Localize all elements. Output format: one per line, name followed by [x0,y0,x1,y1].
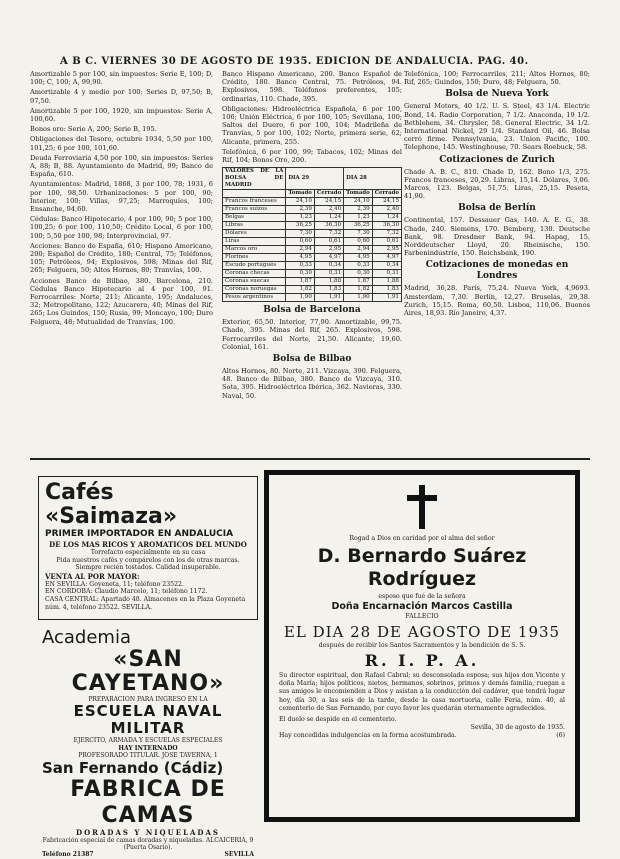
ad-line: EN CORDOBA: Claudio Marcelo, 11; teléfono 1172. [45,588,208,596]
table-cell-value: 24,10 [286,198,315,206]
table-cell-value: 2,94 [286,246,315,254]
table-cell-value: 2,94 [344,246,373,254]
table-row [223,230,402,238]
ad-line: PRIMER IMPORTADOR EN ANDALUCIA [45,529,234,539]
table-cell-value: 1,87 [286,278,315,286]
paragraph: Altos Hornos, 80. Norte, 211. Vizcaya, 390. Felguera, 48. Banco de Bilbao, 380. Banco de Vizcaya, 310. Sota, 395. Hidroeléctrica Ibérica, 362. Navieras, 330. Naval, 50. [222,367,402,400]
table-cell-value: 0,34 [372,262,401,270]
paragraph: Telefónica, 100; Ferrocarriles, 211; Altos Hornos, 80; Rif, 265; Guindos, 150; Duro, 48; Felguera, 50. [404,70,590,87]
table-cell-value: 1,90 [344,294,373,302]
table-cell-value: 1,82 [344,286,373,294]
table-cell-value: 0,30 [286,270,315,278]
table-subheader-row [223,190,402,198]
ad-title: FABRICA DE CAMAS [70,776,226,828]
section-heading: Cotizaciones de Zurich [439,154,555,165]
table-cell-value: 0,60 [344,238,373,246]
obituary-ref: (6) [556,732,565,740]
table-cell-value: 24,15 [372,198,401,206]
table-cell-value: 2,95 [314,246,343,254]
paragraph: Continental, 157. Dessauer Gas, 140. A. E. G., 38. Chade, 240. Siemens, 170. Bemberg, 130. Deutsche Bank, 98. Dresdner Bank, 94. Hapag, 15. Norddeutscher Lloyd, 20. Rheinische, 150. Farbenindustrie, 150. Reichsbank, 190. [404,216,590,258]
paragraph: General Motors, 40 1/2. U. S. Steel, 43 1/4. Electric Bond, 14. Radio Corporation, 7 1/2. Anaconda, 19 1/2. Bethlehem, 34. Chrysler, 58. General Electric, 34 1/2. International Nickel, 29 1/4. Standard Oil, 46. Bolsa cerró firme. Pennsylvania, 23. Union Pacific, 100. Telephone, 145. Westinghouse, 70. Sears Roebuck, 58. [404,102,590,152]
table-cell-label: Libras [223,222,286,230]
paragraph: Amortizable 5 por 100, sin impuestos: Serie E, 100; D, 100; C, 100; A, 99,90. [30,70,213,87]
ad-line: Academia [42,627,131,648]
section-heading: Bolsa de Berlín [458,203,536,214]
table-cell-value: 1,83 [372,286,401,294]
table-cell-value: 1,83 [314,286,343,294]
table-subheader [223,190,286,198]
table-cell-value: 7,32 [314,230,343,238]
section-heading: Cotizaciones de monedas en Londres [425,260,569,282]
table-cell-value: 24,15 [314,198,343,206]
table-cell-value: 2,39 [344,206,373,214]
death-date: EL DIA 28 DE AGOSTO DE 1935 [283,623,561,641]
table-cell-value: 1,23 [344,214,373,222]
table-cell-value: 36,25 [344,222,373,230]
table-cell-value: 0,61 [372,238,401,246]
table-cell-label: Coronas suecas [223,278,286,286]
obituary-line: Hay concedidas indulgencias en la forma acostumbrada. [279,732,457,740]
paragraph: Obligaciones: Hidroeléctrica Española, 6 por 100, 106; Unión Eléctrica, 6 por 100, 105; Sevillana, 100; Saltos del Duero, 6 por 100, 104; Madrileña de Tranvías, 5 por 100, 102; Norte, primera serie, 62; Alicante, primera, 255. [222,104,402,146]
ad-line: PROFESORADO TITULAR. JOSE TAVERNA, 1 [78,752,218,760]
ad-line: San Fernando (Cádiz) [42,758,224,777]
ad-line: HAY INTERNADO [118,744,178,752]
table-cell-value: 1,24 [314,214,343,222]
table-cell-value: 36,30 [314,222,343,230]
table-cell-value: 4,95 [344,254,373,262]
table-cell-value: 0,33 [344,262,373,270]
paragraph: Chade A. B. C., 810. Chade D, 162. Bono 1/3, 275. Francos franceses, 20,29. Libras, 15,14. Dólares, 3,06. Marcos, 123. Belgas, 51,75. Liras, 25,15. Peseta, 41,90. [404,167,590,201]
obituary-line: Sevilla, 30 de agosto de 1935. [470,724,565,732]
section-divider [30,458,590,460]
table-cell-value: 2,40 [372,206,401,214]
table-cell-value: 36,30 [372,222,401,230]
ad-line: CASA CENTRAL: Apartado 48. Almacenes en la Plaza Goyeneta núm. 4, teléfono 23522. SEVILLA. [45,595,246,611]
table-cell-value: 4,95 [286,254,315,262]
section-heading: Bolsa de Barcelona [263,305,361,316]
obituary-line: FALLECIO [405,613,439,620]
paragraph: Banco Hispano Americano, 200. Banco Español de Crédito, 180. Banco Central, 75. Petróleos, 94. Explosivos, 598. Teléfonos preferentes, 105; ordinarias, 110. Chade, 395. [222,70,402,103]
currency-table [222,167,402,302]
table-cell-label: Francos suizos [223,206,286,214]
table-header: DIA 28 [344,168,402,190]
table-cell-label: Dólares [223,230,286,238]
table-cell-value: 2,95 [372,246,401,254]
paragraph: Deuda Ferroviaria 4,50 por 100, sin impuestos: Series A, 88; B, 88. Ayuntamiento de Madrid, 99; Banco de España, 610. [30,153,213,179]
table-cell-value: 1,88 [372,278,401,286]
table-header-row [223,168,402,190]
paragraph: Acciones Banco de Bilbao, 380. Barcelona, 210. Cédulas Banco Hipotecario al 4 por 100, 91. Ferrocarriles: Norte, 211; Alicante, 195; Andaluces, 32; Metropolitano, 122; Azucarera, 40; Minas del Rif, 265; Los Guindos, 150; Rusia, 99; Moncayo, 100; Duro Felguera, 48; Mutualidad de Tranvías, 100. [30,276,213,326]
ad-line: EJERCITO, ARMADA Y ESCUELAS ESPECIALES [73,737,223,745]
table-body [223,198,402,302]
ad-line: Pida nuestros cafés y compárelos con los de otras marcas. Siempre recién tostados. Calidad insuperable. [56,556,240,572]
ad-footer [42,851,254,858]
table-row [223,246,402,254]
table-row [223,214,402,222]
table-cell-label: Marcos oro [223,246,286,254]
ad-line: DE LOS MAS RICOS Y AROMATICOS DEL MUNDO [49,540,247,549]
table-subheader: Cerrado [372,190,401,198]
table-cell-value: 24,10 [344,198,373,206]
ad-title: «SAN CAYETANO» [71,647,225,696]
table-cell-value: 1,91 [314,294,343,302]
table-cell-value: 2,40 [314,206,343,214]
ad-line: ESCUELA NAVAL MILITAR [73,702,223,738]
paragraph: Bonos oro: Serie A, 200; Serie B, 195. [30,125,157,134]
table-cell-value: 1,24 [372,214,401,222]
paragraph: Exterior, 65,50. Interior, 77,90. Amortizable, 99,75. Chade, 395. Minas del Rif, 265. Explosivos, 598. Ferrocarriles del Norte, 21,50. Alicante, 19,60. Colonial, 161. [222,318,402,351]
paragraph: Telefónica, 6 por 100, 99; Tabacos, 102; Minas del Rif, 104; Bonos Oro, 200. [222,147,402,165]
table-subheader: Tomado [344,190,373,198]
paragraph: Obligaciones del Tesoro, octubre 1934, 5,50 por 100, 101,25; 6 por 100, 101,60. [30,135,213,152]
spouse-name: Doña Encarnación Marcos Castilla [331,601,513,612]
obituary-line: después de recibir los Santos Sacramentos y la bendición de S. S. [318,642,526,649]
table-cell-value: 0,31 [372,270,401,278]
table-cell-value: 4,97 [314,254,343,262]
table-cell-value: 1,90 [286,294,315,302]
table-cell-label: Francos franceses [223,198,286,206]
table-row [223,278,402,286]
paragraph: Acciones: Banco de España, 610; Hispano Americano, 200; Español de Crédito, 180; Central, 75; Teléfonos, 105; Petróleos, 94; Explosivos, 598; Minas del Rif, 265; Felguera, 50; Altos Hornos, 80; Tranvías, 100. [30,241,213,275]
cross-icon [407,485,437,529]
table-cell-value: 4,97 [372,254,401,262]
obituary-line: El duelo se despide en el cementerio. [279,716,397,724]
table-cell-value: 0,61 [314,238,343,246]
table-header: VALORES DE LA BOLSA DE MADRID [223,168,286,190]
paragraph: Amortizable 4 y medio por 100: Series D, 97,50; B, 97,50. [30,88,213,105]
paragraph: Ayuntamientos: Madrid, 1868, 3 por 100, 78; 1931, 6 por 100, 98,50. Urbanizaciones: 5 por 100, 90; Interior, 100; Villas, 97,25; Marroquíes, 100; Ensanche, 94,60. [30,180,213,214]
column-3 [404,70,590,448]
paragraph: Madrid, 36,28. París, 75,24. Nueva York, 4,9693. Amsterdam, 7,30. Berlín, 12,27. Bruselas, 29,38. Zurich, 15,15. Roma, 60,50. Lisboa, 110,06. Buenos Aires, 18,93. Río Janeiro, 4,37. [404,284,590,318]
table-cell-label: Escudo portugués [223,262,286,270]
table-subheader: Tomado [286,190,315,198]
table-header: DIA 29 [286,168,344,190]
table-cell-value: 0,34 [314,262,343,270]
table-cell-value: 0,31 [314,270,343,278]
rip-text: R. I. P. A. [364,651,480,670]
table-row [223,238,402,246]
table-cell-value: 1,82 [286,286,315,294]
obituary-intro: Rogad a Dios en caridad por el alma del señor [349,535,495,542]
table-cell-label: Florines [223,254,286,262]
obituary-footer [279,732,565,740]
table-cell-label: Belgas [223,214,286,222]
obituary-notice [264,470,580,822]
ad-line: Fabricación especial de camas doradas y niqueladas. ALCAICERIA, 9 (Puerta Osario). [42,836,254,852]
table-cell-label: Liras [223,238,286,246]
table-row [223,198,402,206]
paragraph: Amortizable 5 por 100, 1920, sin impuestos: Serie A, 100,60. [30,106,213,124]
table-cell-label: Coronas noruegas [223,286,286,294]
table-row [223,286,402,294]
table-cell-value: 0,60 [286,238,315,246]
table-cell-label: Pesos argentinos [223,294,286,302]
table-row [223,294,402,302]
table-cell-value: 2,39 [286,206,315,214]
table-cell-value: 1,87 [344,278,373,286]
table-row [223,222,402,230]
table-cell-value: 36,25 [286,222,315,230]
ad-phone: Teléfono 21387 [42,851,94,859]
table-cell-value: 0,33 [286,262,315,270]
table-row [223,254,402,262]
table-cell-value: 7,30 [344,230,373,238]
column-2 [222,70,402,450]
ad-academia-camas [38,626,258,859]
table-cell-value: 7,30 [286,230,315,238]
section-heading: Bolsa de Nueva York [445,89,549,100]
ad-line: VENTA AL POR MAYOR: [45,571,140,581]
table-subheader: Cerrado [314,190,343,198]
ad-title: Cafés «Saimaza» [45,480,178,529]
table-cell-label: Coronas checas [223,270,286,278]
page-header: A B C. VIERNES 30 DE AGOSTO DE 1935. EDICION DE ANDALUCIA. PAG. 40. [60,56,529,67]
table-cell-value: 7,32 [372,230,401,238]
table-row [223,262,402,270]
table-cell-value: 0,30 [344,270,373,278]
deceased-name: D. Bernardo Suárez Rodríguez [317,545,527,590]
ad-line: PREPARACION PARA INGRESO EN LA [88,696,208,703]
ad-cafes-saimaza [38,476,258,620]
ad-city: SEVILLA [224,851,254,859]
ad-line: DORADAS Y NIQUELADAS [76,827,220,837]
table-cell-value: 1,23 [286,214,315,222]
ad-line: Torrefacto especialmente en su casa [90,549,206,556]
column-1 [30,70,213,438]
section-heading: Bolsa de Bilbao [272,354,352,365]
table-cell-value: 1,91 [372,294,401,302]
obituary-line: esposo que fué de la señora [378,593,466,600]
table-cell-value: 1,88 [314,278,343,286]
obituary-body: Su director espiritual, don Rafael Cabral; su desconsolada esposa; sus hijos don Vicente y doña María; hijos políticos, nietos, hermanos, sobrinos, primos y demás familia, ruegan a sus amigos le encomienden a Dios y asistan a la conducción del cadáver, que tendrá lugar hoy, día 30, a las seis de la tarde, desde la casa mortuoria, calle Feria, núm. 40, al cementerio de San Fernando, por cuyo favor les quedarán eternamente agradecidos. [279,672,565,712]
table-row [223,270,402,278]
ad-line: EN SEVILLA: Goyeneta, 11; teléfono 23522. [45,580,184,588]
table-row [223,206,402,214]
paragraph: Cédulas: Banco Hipotecario, 4 por 100, 90; 5 por 100, 100,25; 6 por 100, 110,50; Crédito Local, 6 por 100, 100; 5,50 por 100, 98; Interprovincial, 97. [30,215,213,240]
